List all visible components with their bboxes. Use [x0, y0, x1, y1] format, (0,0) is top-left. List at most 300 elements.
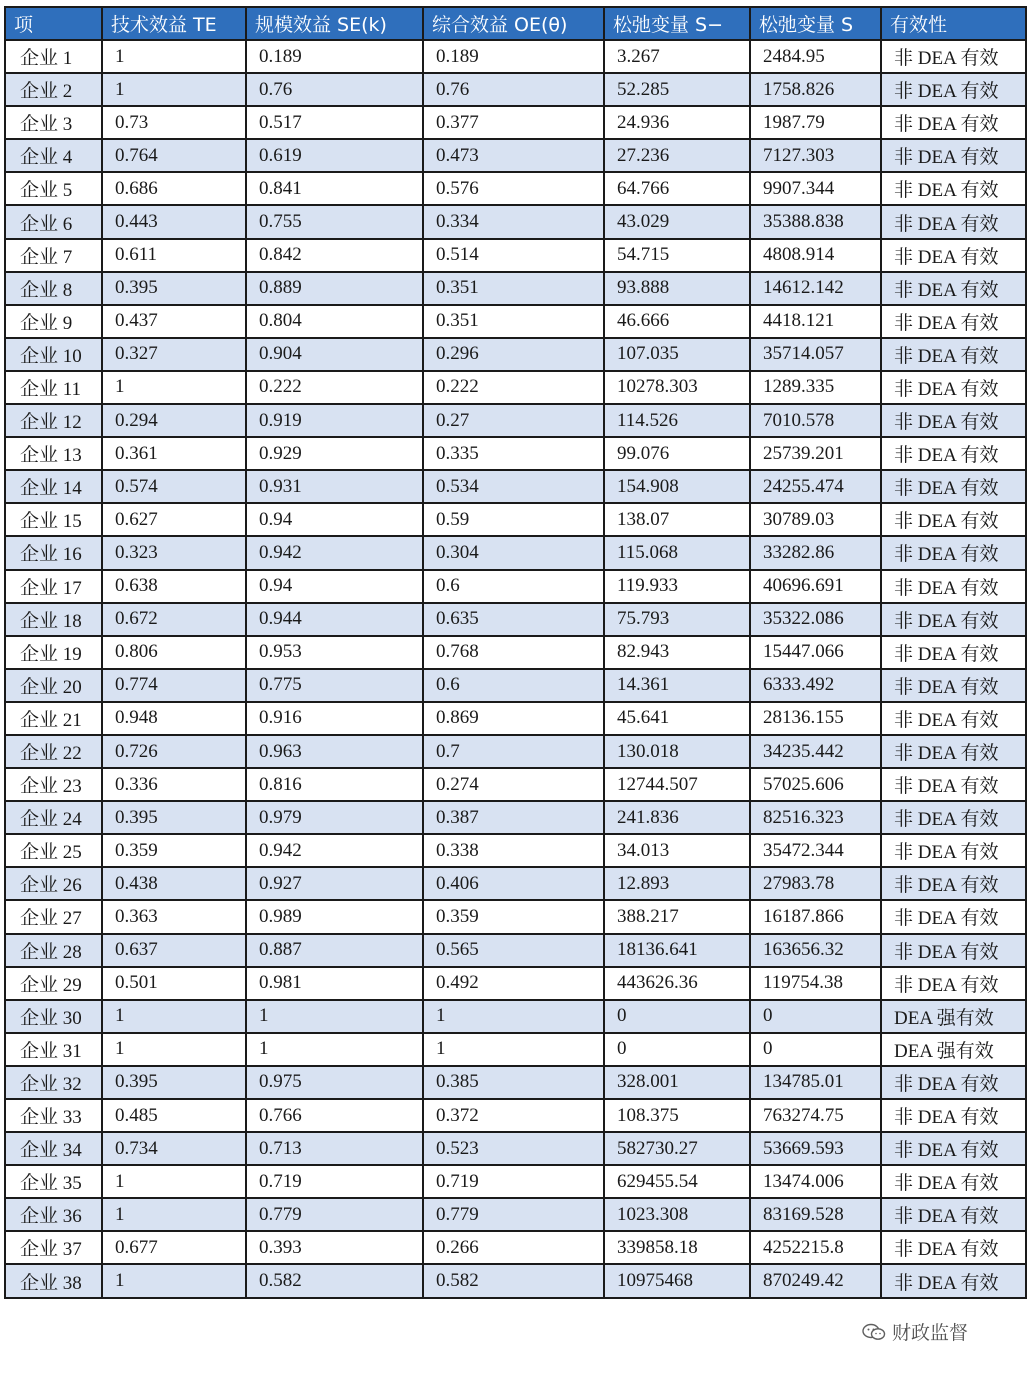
- cell-se: 0.517: [246, 106, 423, 139]
- cell-validity: 非 DEA 有效: [881, 1066, 1026, 1099]
- table-row: [5, 437, 1026, 470]
- cell-slack-minus: 0: [604, 1000, 750, 1033]
- cell-validity: 非 DEA 有效: [881, 570, 1026, 603]
- table-row: [5, 40, 1026, 73]
- cell-se: 0.916: [246, 702, 423, 735]
- cell-validity: 非 DEA 有效: [881, 73, 1026, 106]
- cell-slack-plus: 16187.866: [750, 900, 881, 933]
- cell-oe: 0.304: [423, 536, 604, 569]
- cell-slack-minus: 114.526: [604, 404, 750, 437]
- cell-se: 0.766: [246, 1099, 423, 1132]
- cell-slack-minus: 119.933: [604, 570, 750, 603]
- cell-validity: 非 DEA 有效: [881, 735, 1026, 768]
- cell-validity: 非 DEA 有效: [881, 1165, 1026, 1198]
- cell-slack-plus: 0: [750, 1033, 881, 1066]
- table-row: [5, 768, 1026, 801]
- cell-te: 0.672: [102, 603, 246, 636]
- table-row: [5, 702, 1026, 735]
- table-row: [5, 603, 1026, 636]
- cell-se: 0.981: [246, 967, 423, 1000]
- cell-validity: 非 DEA 有效: [881, 139, 1026, 172]
- cell-te: 1: [102, 40, 246, 73]
- header-row: [5, 7, 1026, 40]
- cell-slack-plus: 27983.78: [750, 867, 881, 900]
- cell-slack-minus: 93.888: [604, 272, 750, 305]
- cell-slack-minus: 43.029: [604, 205, 750, 238]
- cell-name: 企业 11: [5, 371, 102, 404]
- table-row: [5, 669, 1026, 702]
- cell-oe: 0.635: [423, 603, 604, 636]
- cell-name: 企业 19: [5, 636, 102, 669]
- cell-slack-plus: 30789.03: [750, 503, 881, 536]
- cell-se: 0.841: [246, 172, 423, 205]
- cell-slack-minus: 443626.36: [604, 967, 750, 1000]
- cell-slack-plus: 57025.606: [750, 768, 881, 801]
- cell-se: 0.713: [246, 1132, 423, 1165]
- cell-name: 企业 21: [5, 702, 102, 735]
- cell-slack-minus: 241.836: [604, 801, 750, 834]
- cell-oe: 0.6: [423, 669, 604, 702]
- header-cell-slack-plus: 松弛变量 S: [750, 7, 881, 40]
- header-cell-te: 技术效益 TE: [102, 7, 246, 40]
- cell-validity: 非 DEA 有效: [881, 1231, 1026, 1264]
- cell-se: 0.719: [246, 1165, 423, 1198]
- cell-slack-plus: 35472.344: [750, 834, 881, 867]
- cell-validity: 非 DEA 有效: [881, 1099, 1026, 1132]
- cell-se: 0.393: [246, 1231, 423, 1264]
- cell-validity: 非 DEA 有效: [881, 867, 1026, 900]
- cell-validity: 非 DEA 有效: [881, 1198, 1026, 1231]
- table-row: [5, 1198, 1026, 1231]
- header-cell-item: 项: [5, 7, 102, 40]
- cell-slack-plus: 15447.066: [750, 636, 881, 669]
- table-row: [5, 735, 1026, 768]
- table-row: [5, 239, 1026, 272]
- cell-slack-plus: 4418.121: [750, 305, 881, 338]
- cell-oe: 0.565: [423, 934, 604, 967]
- cell-oe: 0.296: [423, 338, 604, 371]
- table-row: [5, 106, 1026, 139]
- cell-te: 0.734: [102, 1132, 246, 1165]
- table-row: [5, 470, 1026, 503]
- cell-se: 1: [246, 1000, 423, 1033]
- cell-slack-minus: 108.375: [604, 1099, 750, 1132]
- table-row: [5, 139, 1026, 172]
- cell-oe: 0.222: [423, 371, 604, 404]
- cell-slack-plus: 82516.323: [750, 801, 881, 834]
- cell-validity: 非 DEA 有效: [881, 503, 1026, 536]
- cell-oe: 0.492: [423, 967, 604, 1000]
- cell-name: 企业 5: [5, 172, 102, 205]
- cell-name: 企业 12: [5, 404, 102, 437]
- cell-se: 0.929: [246, 437, 423, 470]
- table-row: [5, 1231, 1026, 1264]
- cell-oe: 0.372: [423, 1099, 604, 1132]
- cell-slack-plus: 35388.838: [750, 205, 881, 238]
- cell-slack-minus: 107.035: [604, 338, 750, 371]
- cell-se: 0.76: [246, 73, 423, 106]
- cell-se: 0.889: [246, 272, 423, 305]
- cell-te: 0.361: [102, 437, 246, 470]
- cell-te: 0.294: [102, 404, 246, 437]
- cell-name: 企业 18: [5, 603, 102, 636]
- cell-slack-minus: 10975468: [604, 1264, 750, 1297]
- cell-te: 0.73: [102, 106, 246, 139]
- cell-slack-minus: 46.666: [604, 305, 750, 338]
- cell-slack-minus: 99.076: [604, 437, 750, 470]
- cell-te: 0.726: [102, 735, 246, 768]
- cell-oe: 0.338: [423, 834, 604, 867]
- header-cell-se: 规模效益 SE(k): [246, 7, 423, 40]
- cell-validity: 非 DEA 有效: [881, 669, 1026, 702]
- cell-name: 企业 1: [5, 40, 102, 73]
- cell-se: 0.989: [246, 900, 423, 933]
- cell-oe: 0.274: [423, 768, 604, 801]
- cell-name: 企业 3: [5, 106, 102, 139]
- cell-te: 1: [102, 1000, 246, 1033]
- cell-se: 0.804: [246, 305, 423, 338]
- cell-se: 0.94: [246, 503, 423, 536]
- cell-se: 0.582: [246, 1264, 423, 1297]
- table-row: [5, 801, 1026, 834]
- table-row: [5, 371, 1026, 404]
- cell-oe: 0.359: [423, 900, 604, 933]
- cell-validity: 非 DEA 有效: [881, 106, 1026, 139]
- cell-oe: 0.7: [423, 735, 604, 768]
- cell-te: 0.677: [102, 1231, 246, 1264]
- cell-validity: 非 DEA 有效: [881, 338, 1026, 371]
- cell-validity: 非 DEA 有效: [881, 40, 1026, 73]
- cell-oe: 0.377: [423, 106, 604, 139]
- cell-te: 0.395: [102, 272, 246, 305]
- cell-slack-plus: 13474.006: [750, 1165, 881, 1198]
- cell-slack-plus: 134785.01: [750, 1066, 881, 1099]
- cell-slack-minus: 18136.641: [604, 934, 750, 967]
- cell-validity: 非 DEA 有效: [881, 934, 1026, 967]
- cell-se: 0.944: [246, 603, 423, 636]
- table-header: [5, 7, 1026, 40]
- cell-slack-minus: 115.068: [604, 536, 750, 569]
- cell-slack-plus: 1758.826: [750, 73, 881, 106]
- cell-validity: 非 DEA 有效: [881, 536, 1026, 569]
- cell-te: 1: [102, 73, 246, 106]
- cell-validity: 非 DEA 有效: [881, 702, 1026, 735]
- cell-validity: 非 DEA 有效: [881, 470, 1026, 503]
- cell-se: 0.919: [246, 404, 423, 437]
- cell-slack-plus: 35714.057: [750, 338, 881, 371]
- cell-se: 0.927: [246, 867, 423, 900]
- cell-slack-minus: 629455.54: [604, 1165, 750, 1198]
- cell-te: 0.764: [102, 139, 246, 172]
- cell-slack-plus: 28136.155: [750, 702, 881, 735]
- cell-name: 企业 37: [5, 1231, 102, 1264]
- cell-slack-minus: 138.07: [604, 503, 750, 536]
- cell-te: 1: [102, 1033, 246, 1066]
- cell-slack-plus: 163656.32: [750, 934, 881, 967]
- cell-te: 0.438: [102, 867, 246, 900]
- cell-name: 企业 34: [5, 1132, 102, 1165]
- cell-oe: 0.76: [423, 73, 604, 106]
- cell-te: 0.336: [102, 768, 246, 801]
- cell-oe: 1: [423, 1000, 604, 1033]
- cell-name: 企业 24: [5, 801, 102, 834]
- table-body: [5, 40, 1026, 1298]
- table-row: [5, 1165, 1026, 1198]
- cell-te: 0.686: [102, 172, 246, 205]
- cell-se: 0.975: [246, 1066, 423, 1099]
- cell-validity: 非 DEA 有效: [881, 205, 1026, 238]
- cell-name: 企业 9: [5, 305, 102, 338]
- cell-validity: 非 DEA 有效: [881, 900, 1026, 933]
- cell-name: 企业 6: [5, 205, 102, 238]
- cell-te: 1: [102, 1264, 246, 1297]
- cell-te: 0.948: [102, 702, 246, 735]
- cell-te: 1: [102, 1165, 246, 1198]
- cell-te: 1: [102, 1198, 246, 1231]
- cell-validity: 非 DEA 有效: [881, 305, 1026, 338]
- cell-name: 企业 32: [5, 1066, 102, 1099]
- cell-slack-minus: 45.641: [604, 702, 750, 735]
- cell-oe: 0.523: [423, 1132, 604, 1165]
- cell-oe: 0.387: [423, 801, 604, 834]
- cell-oe: 0.335: [423, 437, 604, 470]
- cell-name: 企业 4: [5, 139, 102, 172]
- cell-slack-minus: 24.936: [604, 106, 750, 139]
- cell-slack-plus: 119754.38: [750, 967, 881, 1000]
- cell-se: 0.816: [246, 768, 423, 801]
- table-row: [5, 272, 1026, 305]
- cell-slack-minus: 388.217: [604, 900, 750, 933]
- watermark: [862, 1318, 968, 1345]
- cell-validity: 非 DEA 有效: [881, 239, 1026, 272]
- cell-oe: 0.189: [423, 40, 604, 73]
- cell-validity: 非 DEA 有效: [881, 1132, 1026, 1165]
- cell-oe: 0.406: [423, 867, 604, 900]
- cell-slack-plus: 763274.75: [750, 1099, 881, 1132]
- cell-oe: 0.6: [423, 570, 604, 603]
- cell-te: 0.611: [102, 239, 246, 272]
- cell-name: 企业 26: [5, 867, 102, 900]
- cell-name: 企业 38: [5, 1264, 102, 1297]
- table-row: [5, 900, 1026, 933]
- cell-se: 0.94: [246, 570, 423, 603]
- cell-slack-plus: 1987.79: [750, 106, 881, 139]
- cell-validity: 非 DEA 有效: [881, 437, 1026, 470]
- cell-te: 0.363: [102, 900, 246, 933]
- cell-slack-minus: 52.285: [604, 73, 750, 106]
- cell-slack-plus: 33282.86: [750, 536, 881, 569]
- cell-oe: 0.266: [423, 1231, 604, 1264]
- cell-oe: 0.719: [423, 1165, 604, 1198]
- cell-oe: 0.576: [423, 172, 604, 205]
- cell-name: 企业 14: [5, 470, 102, 503]
- cell-slack-minus: 27.236: [604, 139, 750, 172]
- cell-validity: 非 DEA 有效: [881, 834, 1026, 867]
- cell-se: 0.189: [246, 40, 423, 73]
- table-row: [5, 867, 1026, 900]
- cell-validity: 非 DEA 有效: [881, 404, 1026, 437]
- cell-se: 0.963: [246, 735, 423, 768]
- table-row: [5, 1264, 1026, 1297]
- cell-slack-plus: 7127.303: [750, 139, 881, 172]
- cell-oe: 0.534: [423, 470, 604, 503]
- cell-se: 0.755: [246, 205, 423, 238]
- cell-slack-minus: 14.361: [604, 669, 750, 702]
- table-row: [5, 73, 1026, 106]
- cell-slack-minus: 130.018: [604, 735, 750, 768]
- cell-te: 0.437: [102, 305, 246, 338]
- cell-slack-minus: 12.893: [604, 867, 750, 900]
- cell-name: 企业 17: [5, 570, 102, 603]
- cell-name: 企业 33: [5, 1099, 102, 1132]
- table-row: [5, 536, 1026, 569]
- cell-name: 企业 28: [5, 934, 102, 967]
- cell-oe: 0.869: [423, 702, 604, 735]
- cell-slack-plus: 6333.492: [750, 669, 881, 702]
- cell-te: 0.806: [102, 636, 246, 669]
- wechat-icon: [862, 1323, 886, 1341]
- cell-slack-minus: 154.908: [604, 470, 750, 503]
- cell-te: 0.323: [102, 536, 246, 569]
- cell-te: 0.395: [102, 801, 246, 834]
- cell-se: 0.222: [246, 371, 423, 404]
- table-row: [5, 338, 1026, 371]
- cell-se: 0.842: [246, 239, 423, 272]
- cell-te: 0.501: [102, 967, 246, 1000]
- table-row: [5, 305, 1026, 338]
- table-row: [5, 1033, 1026, 1066]
- cell-slack-plus: 4808.914: [750, 239, 881, 272]
- cell-validity: DEA 强有效: [881, 1000, 1026, 1033]
- cell-te: 0.627: [102, 503, 246, 536]
- cell-name: 企业 16: [5, 536, 102, 569]
- cell-oe: 0.473: [423, 139, 604, 172]
- cell-te: 0.359: [102, 834, 246, 867]
- cell-se: 0.942: [246, 536, 423, 569]
- table-row: [5, 503, 1026, 536]
- table-row: [5, 1066, 1026, 1099]
- table-row: [5, 205, 1026, 238]
- cell-slack-minus: 34.013: [604, 834, 750, 867]
- cell-oe: 0.351: [423, 272, 604, 305]
- cell-oe: 0.385: [423, 1066, 604, 1099]
- cell-slack-plus: 34235.442: [750, 735, 881, 768]
- cell-slack-plus: 14612.142: [750, 272, 881, 305]
- cell-se: 0.619: [246, 139, 423, 172]
- table-row: [5, 1099, 1026, 1132]
- cell-validity: 非 DEA 有效: [881, 768, 1026, 801]
- cell-slack-minus: 328.001: [604, 1066, 750, 1099]
- cell-slack-plus: 24255.474: [750, 470, 881, 503]
- cell-slack-plus: 7010.578: [750, 404, 881, 437]
- cell-te: 0.574: [102, 470, 246, 503]
- table-row: [5, 636, 1026, 669]
- cell-slack-minus: 10278.303: [604, 371, 750, 404]
- cell-slack-minus: 3.267: [604, 40, 750, 73]
- table-row: [5, 570, 1026, 603]
- cell-slack-plus: 9907.344: [750, 172, 881, 205]
- table-row: [5, 834, 1026, 867]
- cell-oe: 0.768: [423, 636, 604, 669]
- cell-slack-minus: 1023.308: [604, 1198, 750, 1231]
- cell-te: 0.443: [102, 205, 246, 238]
- cell-name: 企业 35: [5, 1165, 102, 1198]
- cell-se: 0.953: [246, 636, 423, 669]
- cell-name: 企业 30: [5, 1000, 102, 1033]
- cell-name: 企业 27: [5, 900, 102, 933]
- cell-validity: 非 DEA 有效: [881, 967, 1026, 1000]
- cell-name: 企业 13: [5, 437, 102, 470]
- cell-se: 0.887: [246, 934, 423, 967]
- cell-se: 0.931: [246, 470, 423, 503]
- watermark-text: 财政监督: [892, 1322, 969, 1344]
- cell-slack-plus: 2484.95: [750, 40, 881, 73]
- cell-slack-minus: 82.943: [604, 636, 750, 669]
- cell-se: 0.942: [246, 834, 423, 867]
- cell-slack-plus: 4252215.8: [750, 1231, 881, 1264]
- cell-slack-minus: 0: [604, 1033, 750, 1066]
- cell-se: 0.979: [246, 801, 423, 834]
- cell-se: 0.904: [246, 338, 423, 371]
- cell-slack-plus: 83169.528: [750, 1198, 881, 1231]
- cell-slack-plus: 1289.335: [750, 371, 881, 404]
- cell-name: 企业 20: [5, 669, 102, 702]
- cell-name: 企业 29: [5, 967, 102, 1000]
- table-row: [5, 934, 1026, 967]
- cell-name: 企业 36: [5, 1198, 102, 1231]
- cell-slack-minus: 339858.18: [604, 1231, 750, 1264]
- cell-oe: 0.582: [423, 1264, 604, 1297]
- cell-name: 企业 31: [5, 1033, 102, 1066]
- table-row: [5, 172, 1026, 205]
- cell-slack-minus: 12744.507: [604, 768, 750, 801]
- table-row: [5, 1000, 1026, 1033]
- cell-slack-plus: 870249.42: [750, 1264, 881, 1297]
- cell-te: 0.774: [102, 669, 246, 702]
- cell-oe: 0.27: [423, 404, 604, 437]
- cell-validity: 非 DEA 有效: [881, 603, 1026, 636]
- cell-validity: DEA 强有效: [881, 1033, 1026, 1066]
- cell-name: 企业 22: [5, 735, 102, 768]
- cell-name: 企业 23: [5, 768, 102, 801]
- header-cell-validity: 有效性: [881, 7, 1026, 40]
- cell-te: 0.637: [102, 934, 246, 967]
- cell-te: 0.395: [102, 1066, 246, 1099]
- cell-name: 企业 2: [5, 73, 102, 106]
- cell-te: 1: [102, 371, 246, 404]
- cell-se: 1: [246, 1033, 423, 1066]
- cell-slack-minus: 582730.27: [604, 1132, 750, 1165]
- cell-validity: 非 DEA 有效: [881, 1264, 1026, 1297]
- cell-name: 企业 25: [5, 834, 102, 867]
- cell-slack-plus: 35322.086: [750, 603, 881, 636]
- cell-name: 企业 7: [5, 239, 102, 272]
- cell-oe: 0.351: [423, 305, 604, 338]
- cell-validity: 非 DEA 有效: [881, 272, 1026, 305]
- cell-oe: 1: [423, 1033, 604, 1066]
- cell-slack-plus: 53669.593: [750, 1132, 881, 1165]
- table-row: [5, 1132, 1026, 1165]
- cell-slack-plus: 25739.201: [750, 437, 881, 470]
- cell-se: 0.775: [246, 669, 423, 702]
- cell-validity: 非 DEA 有效: [881, 636, 1026, 669]
- cell-slack-plus: 0: [750, 1000, 881, 1033]
- cell-oe: 0.779: [423, 1198, 604, 1231]
- cell-name: 企业 10: [5, 338, 102, 371]
- cell-te: 0.485: [102, 1099, 246, 1132]
- cell-slack-minus: 54.715: [604, 239, 750, 272]
- table-row: [5, 404, 1026, 437]
